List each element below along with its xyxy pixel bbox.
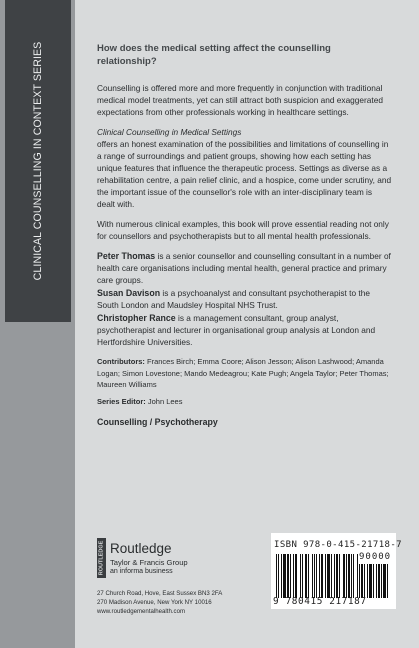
barcode-bar [312, 554, 313, 598]
publisher-business: an informa business [110, 568, 173, 575]
barcode-bar [302, 554, 303, 598]
subject-category: Counselling / Psychotherapy [97, 417, 218, 427]
barcode-bar [321, 554, 323, 598]
blurb-heading: How does the medical setting affect the counselling relationship? [97, 43, 331, 67]
barcode-bar [327, 554, 330, 598]
publisher-logo [97, 538, 267, 582]
barcode-bar [357, 554, 358, 598]
series-editor-label: Series Editor: [97, 396, 146, 406]
barcode-bar [364, 564, 365, 598]
barcode-bar [346, 554, 347, 598]
isbn-barcode [271, 533, 403, 609]
series-editor-name: John Lees [145, 396, 183, 406]
author-bio-text: is a psychoanalyst and consultant psychotherapist to the South London and Maudsley Hospital NHS Trust. [97, 288, 370, 310]
barcode-bar [353, 554, 354, 598]
barcode-bar [383, 564, 386, 598]
author-name: Christopher Rance [97, 313, 176, 323]
contributors-label: Contributors: [97, 357, 145, 366]
barcode-bar [381, 564, 382, 598]
barcode-bar [325, 554, 326, 598]
blurb-paragraph-3: With numerous clinical examples, this book will prove essential reading not only for counsellors and psychotherapists but to all mental health professionals. [97, 219, 389, 241]
barcode-bar [305, 554, 307, 598]
barcode-bar [331, 554, 332, 598]
publisher-group: Taylor & Francis Group [110, 558, 188, 567]
barcode-bar [276, 554, 277, 598]
barcode-bar [367, 564, 368, 598]
price-code: 90000 [359, 552, 392, 562]
address-line: 270 Madison Avenue, New York NY 10016 [97, 599, 212, 606]
author-bio [97, 287, 392, 311]
contributors-list: Frances Birch; Emma Coore; Alison Jesson; Alison Lashwood; Amanda Logan; Simon Lovestone; Mando Medeagrou; Kate Pugh; Angela Taylor; Peter Thomas; Maureen Williams [97, 357, 389, 389]
author-bio-text: is a senior counsellor and counselling consultant in a number of health care organisations including mental health, general practice and primary care groups. [97, 251, 391, 285]
barcode-bar [373, 564, 374, 598]
blurb-paragraph-1: Counselling is offered more and more frequently in conjunction with traditional medical model treatments, yet can still attract both suspicion and exaggerated expectations from other professionals working in healthcare settings. [97, 83, 383, 117]
barcode-bar [376, 564, 377, 598]
address-line: 27 Church Road, Hove, East Sussex BN3 2FA [97, 590, 223, 597]
author-bio-text: is a management consultant, group analyst, psychotherapist and lecturer in organisational group analysis at London and Hertfordshire Universities. [97, 313, 376, 347]
isbn-number: ISBN 978-0-415-21718-7 [274, 540, 403, 550]
barcode-bar [378, 564, 380, 598]
blurb-paragraph-2-body: offers an honest examination of the possibilities and limitations of counselling in a range of surroundings and patient groups, showing how each setting has unique features that influence the therapeutic process. Settings as diverse as a rehabilitation centre, a pain relief clinic, and a hospice, come under scrutiny, and the important issue of the counsellor's role with an inter-disciplinary team is dealt with. [97, 139, 392, 209]
contributors [97, 356, 392, 391]
barcode-bar [334, 554, 335, 598]
publisher-name: Routledge [110, 541, 172, 556]
spine-strip [0, 0, 75, 648]
website-url: www.routledgementalhealth.com [97, 608, 186, 615]
barcode-bar [281, 554, 282, 598]
back-cover-text [97, 43, 392, 427]
author-name: Peter Thomas [97, 251, 156, 261]
addon-barcode-icon [359, 564, 391, 598]
barcode-bar [293, 554, 294, 598]
barcode-bar [336, 554, 338, 598]
series-editor [97, 396, 392, 408]
barcode-bar [283, 554, 286, 598]
series-title: CLINICAL COUNSELLING IN CONTEXT SERIES [32, 41, 44, 281]
publisher-vertical-mark: ROUTLEDGE [98, 540, 105, 576]
barcode-bar [359, 564, 360, 598]
author-bio [97, 250, 392, 286]
barcode-bar [278, 554, 279, 598]
author-bio [97, 312, 392, 348]
barcode-bar [343, 554, 345, 598]
book-title: Clinical Counselling in Medical Settings [97, 127, 242, 137]
ean-number: 9 780415 217187 [273, 596, 367, 607]
author-name: Susan Davison [97, 288, 161, 298]
barcode-icon [276, 554, 358, 598]
publisher-address [97, 589, 297, 616]
barcode-bar [369, 564, 372, 598]
barcode-bar [300, 554, 301, 598]
barcode-bar [319, 554, 320, 598]
barcode-bar [351, 554, 352, 598]
barcode-bar [348, 554, 350, 598]
barcode-bar [308, 554, 309, 598]
barcode-bar [295, 554, 297, 598]
barcode-bar [339, 554, 340, 598]
barcode-bar [314, 554, 315, 598]
barcode-bar [290, 554, 291, 598]
barcode-bar [361, 564, 363, 598]
barcode-bar [387, 564, 388, 598]
blurb-paragraph-2 [97, 126, 392, 210]
barcode-bar [287, 554, 289, 598]
barcode-bar [316, 554, 317, 598]
